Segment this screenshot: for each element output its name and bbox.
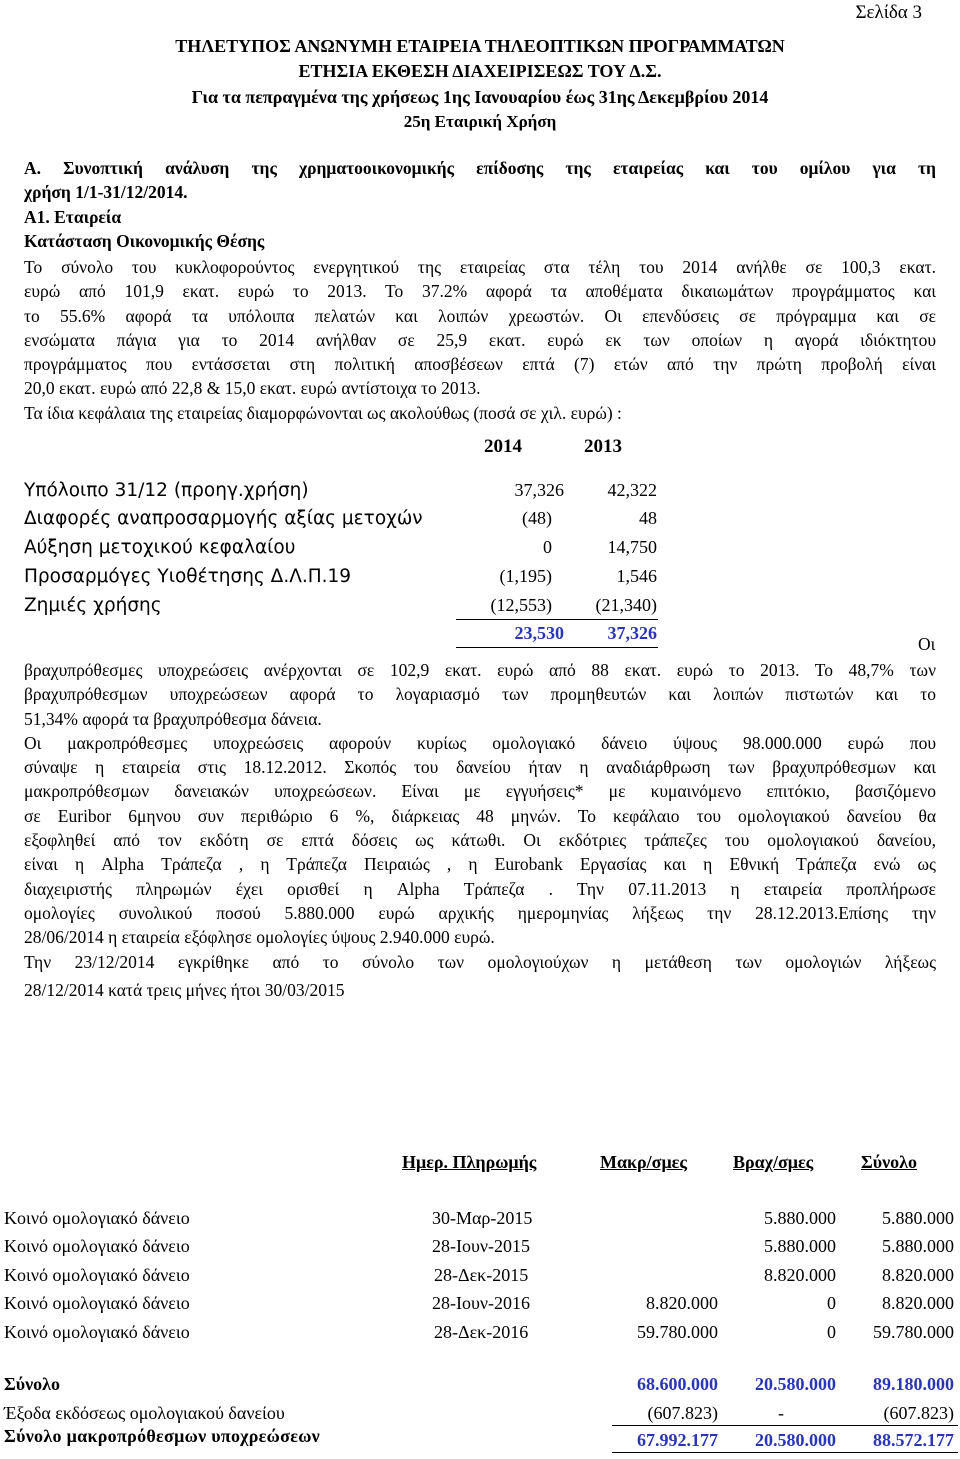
loan-row-short: 0: [827, 1322, 836, 1342]
liabilities-paragraph: βραχυπρόθεσμες υποχρεώσεις ανέρχονται σε 102,9 εκατ. ευρώ από 88 εκατ. ευρώ το 2013. Το 48,7% των βραχυπρόθεσμων υποχρεώσεων αφορά το λογαριασμό των προμηθευτών και λοιπών πιστωτών και το 51,34% αφορά τα βραχυπρόθεσμα δάνεια. Οι μακροπρόθεσμες υποχρεώσεις αφορούν κυρίως ομολογιακό δάνειο ύψους 98.000.000 ευρώ που σύναψε η εταιρεία στις 18.12.2012. Σκοπός του δανείου ήταν η αναδιάρθρωση των βραχυπρόθεσμων και μακροπρόθεσμων δανειακών υποχρεώσεων. Είναι με εγγυήσεις* με κυμαινόμενο επιτόκιο, βασιζόμενο σε Euribor 6μηνου συν περιθώριο 6 %, διάρκειας 48 μηνών. Το κεφάλαιο του ομολογιακού δανείου θα εξοφληθεί από τον εκδότη σε επτά δόσεις ως κάτωθι. Οι εκδότριες τράπεζες του ομολογιακού δανείου, είναι η Alpha Τράπεζα , η Τράπεζα Πειραιώς , η Eurobank Εργασίας και η Εθνική Τράπεζα ενώ ως διαχειριστής πληρωμών έχει ορισθεί η Alpha Τράπεζα . Την 07.11.2013 η εταιρεία προπλήρωσε ομολογίες συνολικού ποσού 5.880.000 ευρώ αρχικής ημερομηνίας λήξεως την 28.12.2013.Επίσης την 28/06/2014 η εταιρεία εξόφλησε ομολογίες ύψους 2.940.000 ευρώ. Την 23/12/2014 εγκρίθηκε από το σύνολο των ομολογιούχων η μετάθεση των ομολογιών λήξεως 28/12/2014 κατά τρεις μήνες ήτοι 30/03/2015: [24, 660, 936, 1000]
fiscal-year-label: 25η Εταιρική Χρήση: [403, 112, 557, 131]
loan-row-long: 59.780.000: [637, 1322, 718, 1342]
issue-costs-short: -: [778, 1403, 784, 1423]
header-short-term: Βραχ/σμες: [733, 1152, 814, 1172]
loan-row-date: 28-Δεκ-2015: [434, 1265, 529, 1285]
company-title: ΤΗΛΕΤΥΠΟΣ ΑΝΩΝΥΜΗ ΕΤΑΙΡΕΙΑ ΤΗΛΕΟΠΤΙΚΩΝ ΠΡΟΓΡΑΜΜΑΤΩΝ: [175, 36, 785, 56]
section-a-title: Α. Συνοπτική ανάλυση της χρηματοοικονομικής επίδοσης της εταιρείας και του ομίλου για τη χρήση 1/1-31/12/2014. Α1. Εταιρεία Κατάσταση Οικονομικής Θέσης: [24, 156, 936, 253]
equity-value-2013: 42,322: [607, 480, 657, 500]
equity-value-2014: 37,326: [514, 480, 564, 500]
equity-row-label: Προσαρμόγες Υιοθέτησης Δ.Λ.Π.19: [24, 566, 352, 587]
equity-row-label: Ζημιές χρήσης: [24, 595, 162, 616]
assets-paragraph: Το σύνολο του κυκλοφορούντος ενεργητικού της εταιρείας στα τέλη του 2014 ανήλθε σε 100,3 εκατ. ευρώ από 101,9 εκατ. ευρώ το 2013. Το 37.2% αφορά τα αποθέματα δικαιωμάτων προγράμματος και το 55.6% αφορά τα υπόλοιπα πελατών και λοιπών χρεωστών. Οι επενδύσεις σε πρόγραμμα και σε ενσώματα πάγια για το 2014 ανήλθαν σε 25,9 εκατ. ευρώ εκ των οποίων η αγορά ιδιόκτητου προγράμματος που εντάσσεται στη πολιτική αποσβέσεων επτά (7) ετών από την πρώτη προβολή είναι 20,0 εκατ. ευρώ από 22,8 & 15,0 εκατ. ευρώ αντίστοιχα το 2013. Τα ίδια κεφάλαια της εταιρείας διαμορφώνονται ως ακολούθως (ποσά σε χιλ. ευρώ) :: [24, 255, 936, 425]
financial-position-heading: Κατάσταση Οικονομικής Θέσης: [24, 230, 265, 251]
loan-row-label: Κοινό ομολογιακό δάνειο: [4, 1236, 190, 1256]
loan-row-label: Κοινό ομολογιακό δάνειο: [4, 1293, 190, 1313]
equity-subtotal-line: [456, 619, 658, 620]
equity-col-2013: 2013: [584, 436, 622, 457]
page-number: Σελίδα 3: [855, 2, 922, 23]
equity-row-label: Διαφορές αναπροσαρμογής αξίας μετοχών: [24, 508, 423, 529]
loan-row-total: 5.880.000: [882, 1236, 954, 1256]
equity-value-2014: (12,553): [490, 595, 552, 615]
issue-costs-total: (607.823): [883, 1403, 954, 1423]
issue-costs-long: (607.823): [647, 1403, 718, 1423]
loan-sum-label: Σύνολο: [4, 1374, 60, 1394]
equity-intro: Τα ίδια κεφάλαια της εταιρείας διαμορφώνονται ως ακολούθως (ποσά σε χιλ. ευρώ) :: [24, 402, 622, 423]
loan-row-date: 30-Μαρ-2015: [432, 1208, 533, 1228]
loan-row-label: Κοινό ομολογιακό δάνειο: [4, 1208, 190, 1228]
issue-costs-label: Έξοδα εκδόσεως ομολογιακού δανείου: [4, 1403, 285, 1423]
loan-row-label: Κοινό ομολογιακό δάνειο: [4, 1265, 190, 1285]
equity-total-2014: 23,530: [514, 623, 564, 643]
equity-value-2014: (1,195): [499, 566, 552, 586]
grand-total-label: Σύνολο μακροπρόθεσμων υποχρεώσεων: [4, 1426, 321, 1446]
liabilities-lead-word: Οι: [918, 634, 936, 654]
equity-value-2014: 0: [543, 537, 552, 557]
loan-sum-short: 20.580.000: [755, 1374, 836, 1394]
equity-total-line: [456, 647, 658, 648]
equity-row-label: Υπόλοιπο 31/12 (προηγ.χρήση): [24, 480, 309, 501]
equity-value-2013: 14,750: [607, 537, 657, 557]
report-title: ΕΤΗΣΙΑ ΕΚΘΕΣΗ ΔΙΑΧΕΙΡΙΣΕΩΣ ΤΟΥ Δ.Σ.: [298, 61, 662, 81]
section-a1-heading: Α1. Εταιρεία: [24, 206, 122, 227]
grand-total-long: 67.992.177: [637, 1430, 718, 1450]
header-payment-date: Ημερ. Πληρωμής: [402, 1152, 537, 1172]
grand-total-short: 20.580.000: [755, 1430, 836, 1450]
report-period: Για τα πεπραγμένα της χρήσεως 1ης Ιανουαρίου έως 31ης Δεκεμβρίου 2014: [191, 87, 769, 107]
loan-row-date: 28-Ιουν-2016: [432, 1293, 531, 1313]
grand-total-line-bottom: [612, 1452, 958, 1453]
loan-row-date: 28-Δεκ-2016: [434, 1322, 529, 1342]
loan-row-short: 0: [827, 1293, 836, 1313]
loan-sum-total: 89.180.000: [873, 1374, 954, 1394]
loan-row-date: 28-Ιουν-2015: [432, 1236, 531, 1256]
grand-total-line-top: [612, 1425, 958, 1426]
loan-row-short: 8.820.000: [764, 1265, 836, 1285]
equity-col-2014: 2014: [484, 436, 522, 457]
loan-row-long: 8.820.000: [646, 1293, 718, 1313]
grand-total-total: 88.572.177: [873, 1430, 954, 1450]
loan-sum-long: 68.600.000: [637, 1374, 718, 1394]
header-total: Σύνολο: [861, 1152, 917, 1172]
loan-row-total: 8.820.000: [882, 1265, 954, 1285]
equity-value-2013: 48: [639, 508, 657, 528]
loan-row-label: Κοινό ομολογιακό δάνειο: [4, 1322, 190, 1342]
equity-value-2013: (21,340): [595, 595, 657, 615]
loan-row-short: 5.880.000: [764, 1208, 836, 1228]
equity-value-2014: (48): [522, 508, 552, 528]
loan-row-total: 8.820.000: [882, 1293, 954, 1313]
loan-row-short: 5.880.000: [764, 1236, 836, 1256]
loan-row-total: 5.880.000: [882, 1208, 954, 1228]
equity-row-label: Αύξηση μετοχικού κεφαλαίου: [24, 537, 296, 558]
equity-value-2013: 1,546: [616, 566, 657, 586]
loan-row-total: 59.780.000: [873, 1322, 954, 1342]
header-long-term: Μακρ/σμες: [600, 1152, 687, 1172]
equity-total-2013: 37,326: [607, 623, 657, 643]
